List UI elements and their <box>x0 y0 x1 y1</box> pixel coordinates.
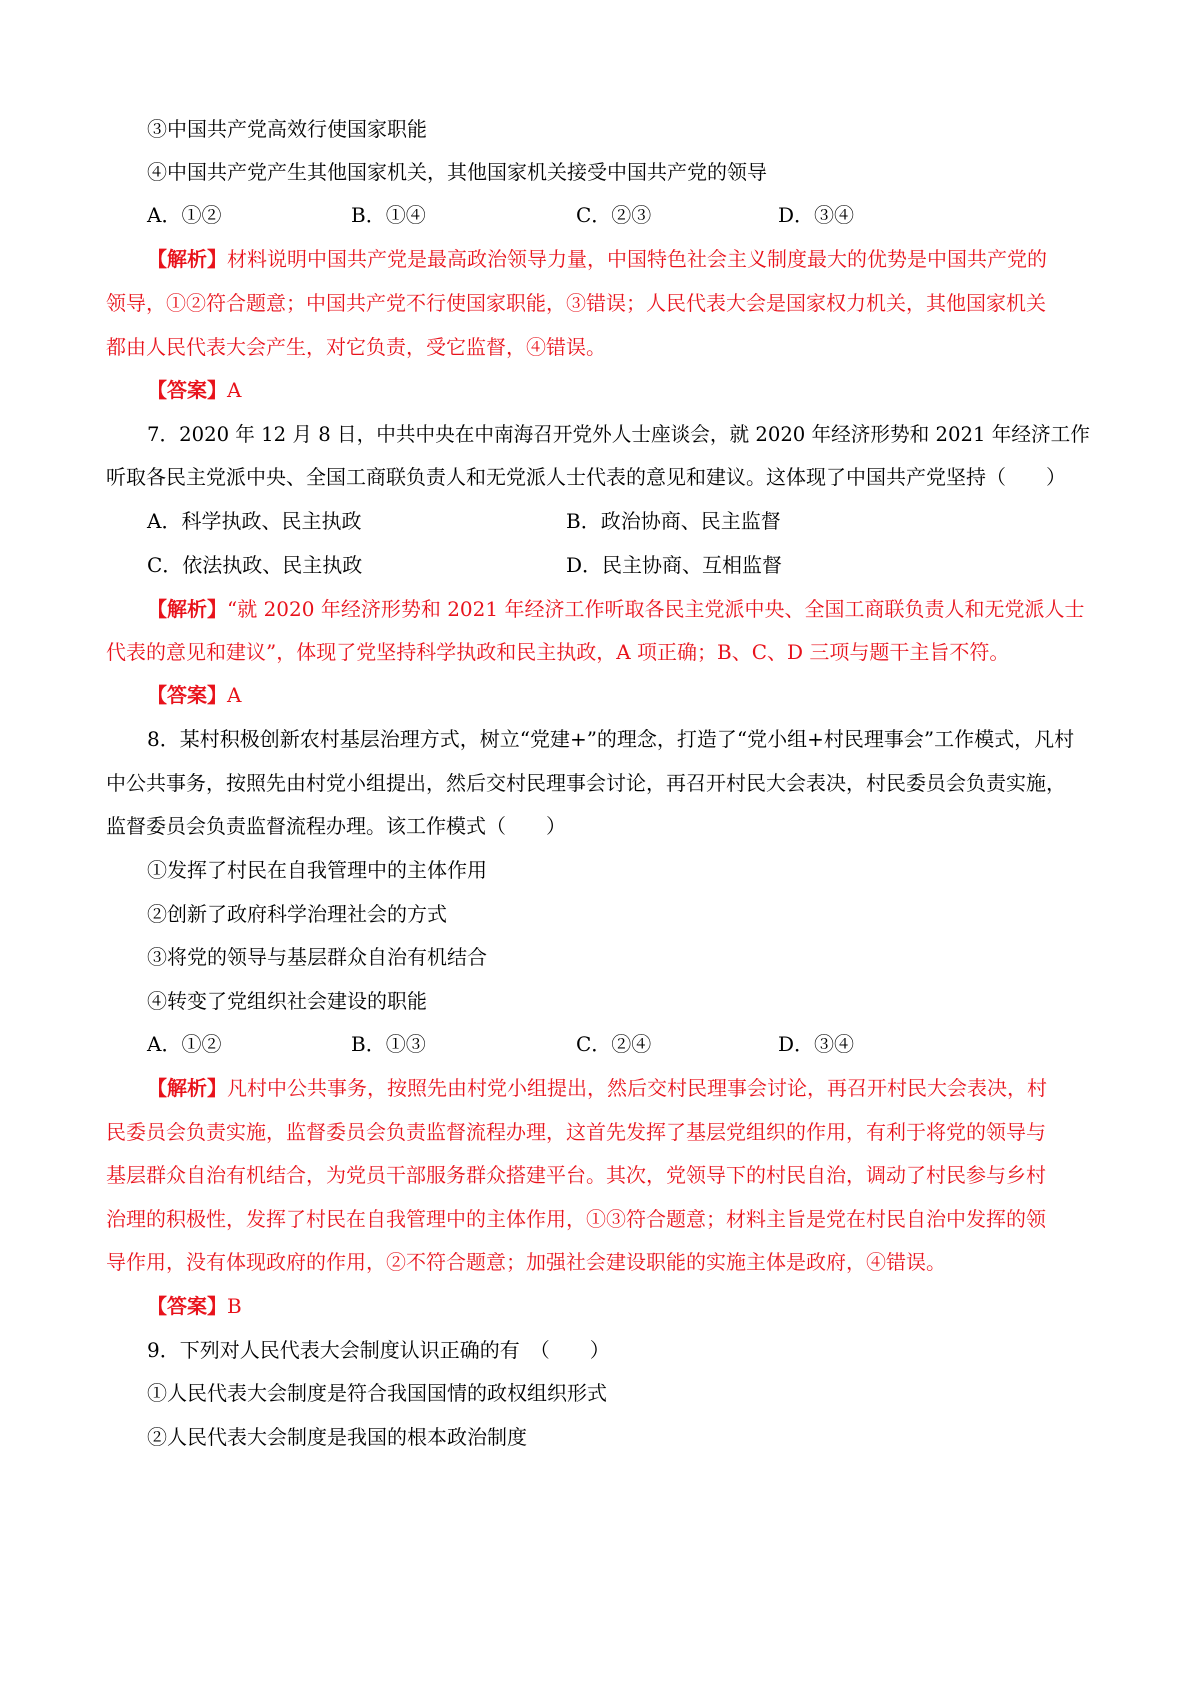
q7-option-d: D．民主协商、互相监督 <box>566 553 783 577</box>
q6-statement-3: ③中国共产党高效行使国家职能 <box>147 117 427 141</box>
q6-analysis-text-1: 材料说明中国共产党是最高政治领导力量，中国特色社会主义制度最大的优势是中国共产党的 <box>227 247 1047 271</box>
q8-stem-line-1: 8．某村积极创新农村基层治理方式，树立“党建+”的理念，打造了“党小组+村民理事会”工作模式，凡村 <box>147 727 1075 751</box>
q6-answer-value: A <box>227 378 242 402</box>
q8-analysis-line-2: 民委员会负责实施，监督委员会负责监督流程办理，这首先发挥了基层党组织的作用，有利于将党的领导与 <box>106 1120 1046 1144</box>
q7-stem-line-2: 听取各民主党派中央、全国工商联负责人和无党派人士代表的意见和建议。这体现了中国共产党坚持（ ） <box>106 465 1066 489</box>
q7-analysis-line-2: 代表的意见和建议”，体现了党坚持科学执政和民主执政，A 项正确；B、C、D 三项与题干主旨不符。 <box>106 640 1010 664</box>
q9-statement-1: ①人民代表大会制度是符合我国国情的政权组织形式 <box>147 1381 607 1405</box>
q8-statement-2: ②创新了政府科学治理社会的方式 <box>147 902 447 926</box>
q8-option-c: C．②④ <box>576 1032 652 1056</box>
q7-answer-tag: 【答案】 <box>147 683 227 707</box>
q8-option-a: A．①② <box>147 1032 222 1056</box>
q6-option-d: D．③④ <box>778 203 855 227</box>
q8-option-b: B．①③ <box>351 1032 426 1056</box>
q7-analysis-tag: 【解析】 <box>147 597 227 621</box>
q7-answer <box>147 682 241 708</box>
q8-answer-value: B <box>227 1294 242 1318</box>
q6-analysis-line-1 <box>147 246 1047 272</box>
q6-answer <box>147 377 241 403</box>
q8-answer-tag: 【答案】 <box>147 1294 227 1318</box>
q9-statement-2: ②人民代表大会制度是我国的根本政治制度 <box>147 1425 527 1449</box>
q6-analysis-line-3: 都由人民代表大会产生，对它负责，受它监督，④错误。 <box>106 335 606 359</box>
q7-answer-value: A <box>227 683 242 707</box>
q8-analysis-tag: 【解析】 <box>147 1076 227 1100</box>
q7-option-a: A．科学执政、民主执政 <box>147 509 362 533</box>
q8-statement-3: ③将党的领导与基层群众自治有机结合 <box>147 945 487 969</box>
q8-analysis-text-1: 凡村中公共事务，按照先由村党小组提出，然后交村民理事会讨论，再召开村民大会表决，村 <box>227 1076 1047 1100</box>
q6-analysis-line-2: 领导，①②符合题意；中国共产党不行使国家职能，③错误；人民代表大会是国家权力机关，其他国家机关 <box>106 291 1046 315</box>
q7-stem-line-1: 7．2020 年 12 月 8 日，中共中央在中南海召开党外人士座谈会，就 2020 年经济形势和 2021 年经济工作 <box>147 422 1090 446</box>
q6-analysis-tag: 【解析】 <box>147 247 227 271</box>
q7-analysis-text-1: “就 2020 年经济形势和 2021 年经济工作听取各民主党派中央、全国工商联负责人和无党派人士 <box>227 597 1085 621</box>
q6-statement-4: ④中国共产党产生其他国家机关，其他国家机关接受中国共产党的领导 <box>147 160 767 184</box>
q7-option-b: B．政治协商、民主监督 <box>566 509 781 533</box>
q8-statement-1: ①发挥了村民在自我管理中的主体作用 <box>147 858 487 882</box>
q8-analysis-line-3: 基层群众自治有机结合，为党员干部服务群众搭建平台。其次，党领导下的村民自治，调动了村民参与乡村 <box>106 1163 1046 1187</box>
q7-option-c: C．依法执政、民主执政 <box>147 553 363 577</box>
q8-analysis-line-4: 治理的积极性，发挥了村民在自我管理中的主体作用，①③符合题意；材料主旨是党在村民自治中发挥的领 <box>106 1207 1046 1231</box>
q6-answer-tag: 【答案】 <box>147 378 227 402</box>
q6-option-b: B．①④ <box>351 203 426 227</box>
q8-stem-line-3: 监督委员会负责监督流程办理。该工作模式（ ） <box>106 814 566 838</box>
q8-option-d: D．③④ <box>778 1032 855 1056</box>
q8-analysis-line-1 <box>147 1075 1047 1101</box>
q8-analysis-line-5: 导作用，没有体现政府的作用，②不符合题意；加强社会建设职能的实施主体是政府，④错误。 <box>106 1250 946 1274</box>
q7-analysis-line-1 <box>147 596 1084 622</box>
q6-option-c: C．②③ <box>576 203 652 227</box>
q8-answer <box>147 1293 242 1319</box>
q6-option-a: A．①② <box>147 203 222 227</box>
q8-stem-line-2: 中公共事务，按照先由村党小组提出，然后交村民理事会讨论，再召开村民大会表决，村民委员会负责实施， <box>106 771 1066 795</box>
q9-stem: 9．下列对人民代表大会制度认识正确的有 （ ） <box>147 1338 610 1362</box>
q8-statement-4: ④转变了党组织社会建设的职能 <box>147 989 427 1013</box>
